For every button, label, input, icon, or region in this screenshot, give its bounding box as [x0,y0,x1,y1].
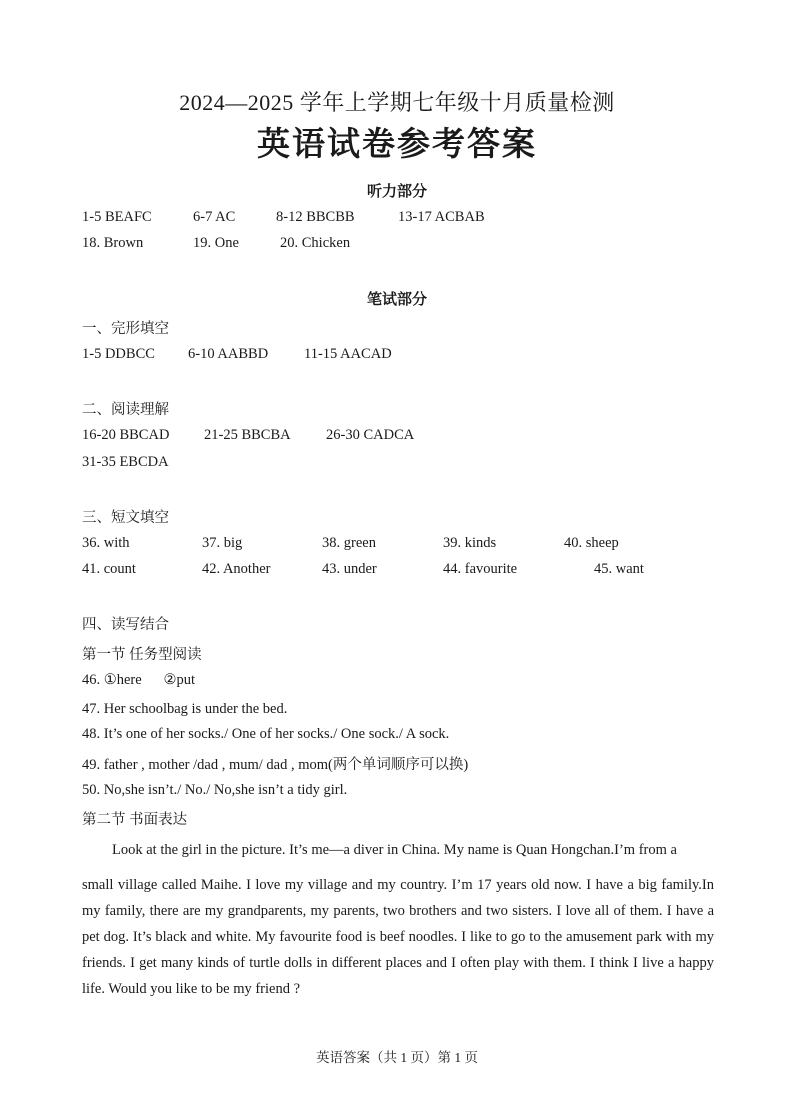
reading-answer: 16-20 BBCAD [82,427,170,443]
reading-heading: 二、阅读理解 [82,402,169,418]
answer-q50: 50. No,she isn’t./ No./ No,she isn’t a tidy girl. [82,782,348,798]
essay-body: small village called Maihe. I love my village and my country. I’m 17 years old now. I have a big family.In my family, there are my grandparents, my parents, two brothers and two sisters. I love all of them. I have a pet dog. It’s black and white. My favourite food is beef noodles. I like to go to the amusement park with my friends. I get many kinds of turtle dolls in different places and I often play with them. I think I live a happy life. Would you like to be my friend ? [82,877,714,997]
listening-answer: 6-7 AC [193,209,236,225]
cloze-answer: 1-5 DDBCC [82,346,155,362]
listening-section-title: 听力部分 [366,184,427,200]
short-fill-answer: 37. big [202,535,243,551]
exam-title: 2024—2025 学年上学期七年级十月质量检测 [179,90,615,115]
essay-section-title: 第二节 书面表达 [82,812,188,828]
listening-answer: 8-12 BBCBB [276,209,355,225]
short-fill-answer: 43. under [322,561,377,577]
short-fill-answer: 44. favourite [443,561,518,577]
short-fill-answer: 41. count [82,561,136,577]
answer-q49: 49. father , mother /dad , mum/ dad , mom(两个单词顺序可以换) [82,757,469,773]
reading-answer: 26-30 CADCA [326,427,415,443]
short-fill-answer: 39. kinds [443,535,497,551]
reading-answer: 31-35 EBCDA [82,454,169,470]
essay-first-line: Look at the girl in the picture. It’s me—a diver in China. My name is Quan Hongchan.I’m from a [112,842,677,858]
short-fill-heading: 三、短文填空 [82,510,169,526]
cloze-answer: 6-10 AABBD [188,346,269,362]
answer-key-title: 英语试卷参考答案 [257,127,537,163]
short-fill-answer: 36. with [82,535,130,551]
answer-q48: 48. It’s one of her socks./ One of her socks./ One sock./ A sock. [82,726,450,742]
writing-section-title: 笔试部分 [366,292,427,308]
listening-answer: 20. Chicken [280,235,351,251]
cloze-answer: 11-15 AACAD [304,346,392,362]
cloze-heading: 一、完形填空 [82,321,169,337]
read-write-heading: 四、读写结合 [82,617,169,633]
listening-answer: 19. One [193,235,239,251]
answer-q47: 47. Her schoolbag is under the bed. [82,701,288,717]
listening-answer: 1-5 BEAFC [82,209,152,225]
reading-answer: 21-25 BBCBA [204,427,291,443]
short-fill-answer: 42. Another [202,561,271,577]
page-footer: 英语答案（共 1 页）第 1 页 [316,1050,478,1065]
listening-answer: 18. Brown [82,235,144,251]
answer-q46: 46. ①here ②put [82,672,195,688]
task-reading-title: 第一节 任务型阅读 [82,647,202,663]
short-fill-answer: 40. sheep [564,535,619,551]
listening-answer: 13-17 ACBAB [398,209,485,225]
short-fill-answer: 45. want [594,561,644,577]
short-fill-answer: 38. green [322,535,376,551]
